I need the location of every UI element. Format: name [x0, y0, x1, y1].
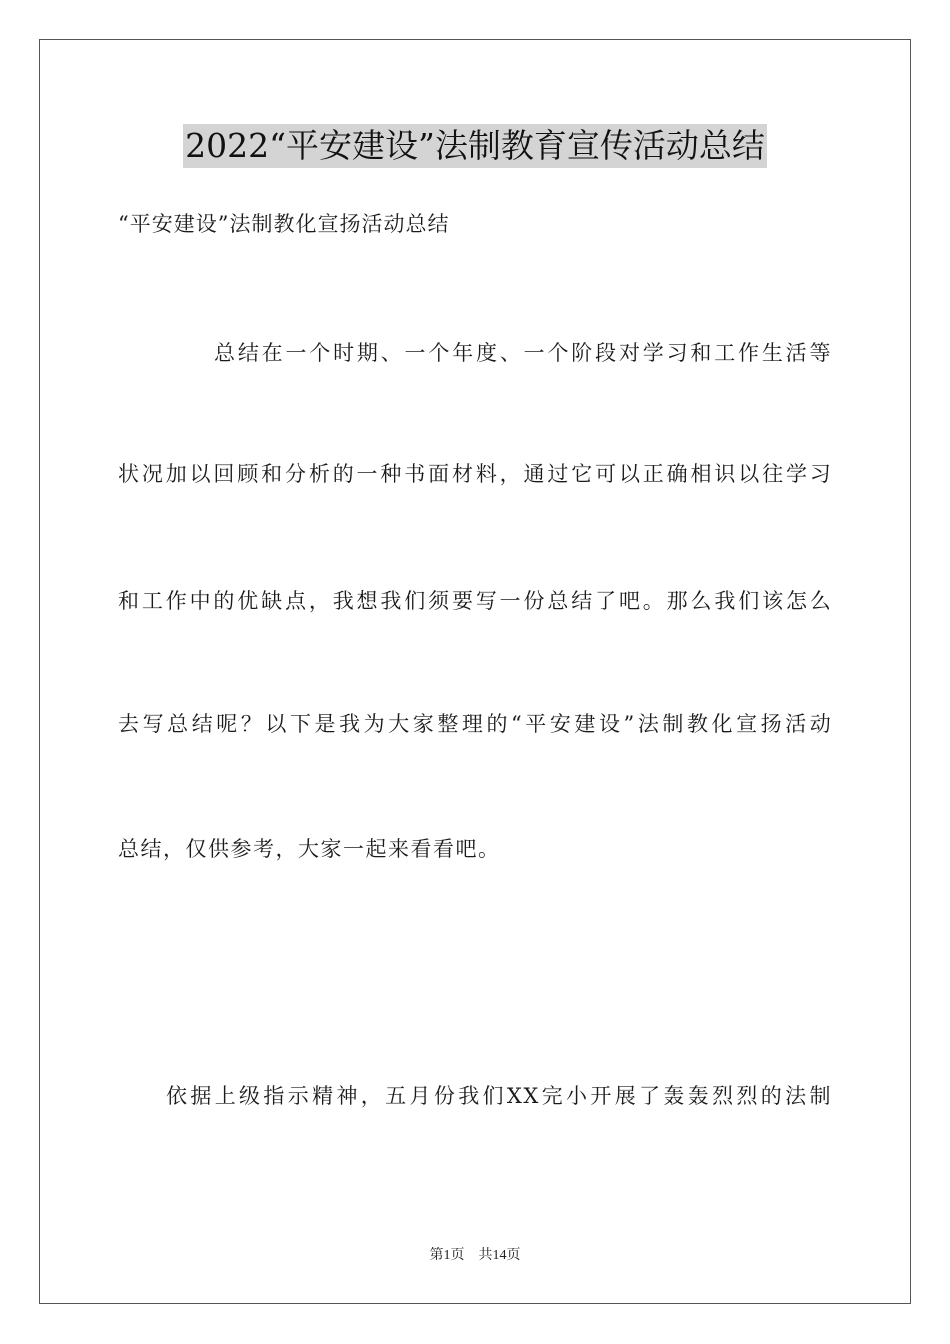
page-number: 第1页	[429, 1248, 465, 1263]
document-title: 2022“平安建设”法制教育宣传活动总结	[183, 124, 767, 168]
paragraph-line: 状况加以回顾和分析的一种书面材料，通过它可以正确相识以往学习	[118, 462, 832, 486]
page-footer	[0, 1246, 950, 1266]
paragraph-line: 总结，仅供参考，大家一起来看看吧。	[118, 837, 501, 861]
page-total: 共14页	[478, 1248, 521, 1263]
title-container	[0, 124, 950, 168]
document-subtitle: “平安建设”法制教化宣扬活动总结	[118, 212, 450, 236]
paragraph-line: 去写总结呢？以下是我为大家整理的“平安建设”法制教化宣扬活动	[118, 712, 832, 736]
paragraph-line: 和工作中的优缺点，我想我们须要写一份总结了吧。那么我们该怎么	[118, 589, 832, 613]
paragraph-line: 依据上级指示精神，五月份我们XX完小开展了轰轰烈烈的法制	[166, 1084, 832, 1108]
paragraph-line: 总结在一个时期、一个年度、一个阶段对学习和工作生活等	[214, 341, 832, 365]
